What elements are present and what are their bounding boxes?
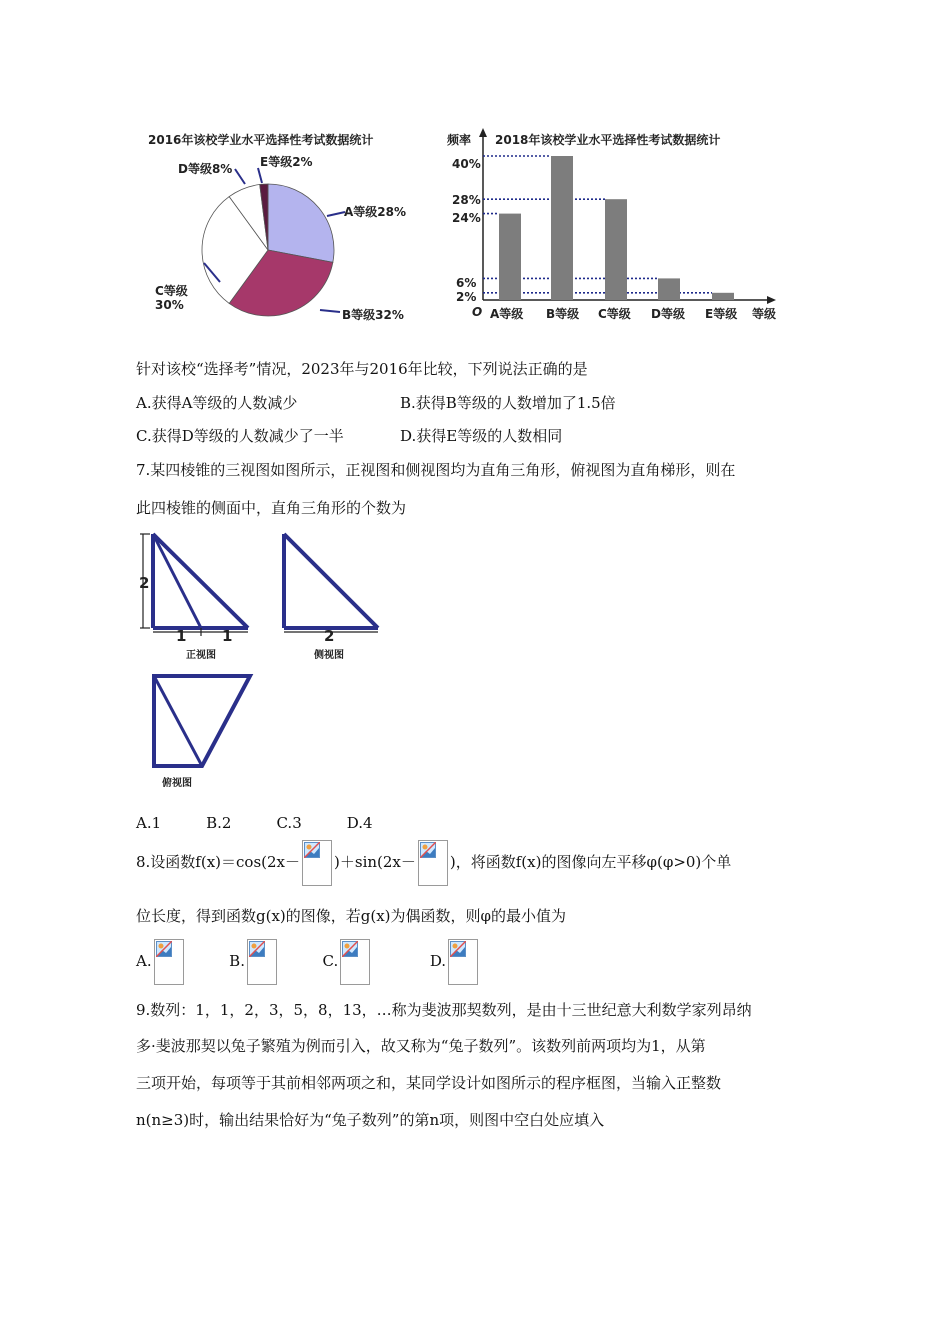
category-label-a: A等级 bbox=[490, 307, 524, 321]
bar-chart bbox=[440, 125, 780, 325]
q8-option-a: A. bbox=[136, 952, 152, 970]
tick-label-28: 28% bbox=[452, 193, 481, 207]
front-dim-1b: 1 bbox=[222, 627, 233, 645]
q8-options bbox=[136, 937, 480, 985]
tick-label-40: 40% bbox=[452, 157, 481, 171]
q6-option-c: C.获得D等级的人数减少了一半 bbox=[136, 427, 344, 445]
formula-image-placeholder-icon bbox=[302, 840, 332, 886]
leader-line-b bbox=[320, 310, 340, 312]
front-dim-1a: 1 bbox=[176, 627, 187, 645]
q6-option-d: D.获得E等级的人数相同 bbox=[400, 427, 563, 445]
q8-line2: 位长度，得到函数g(x)的图像，若g(x)为偶函数，则φ的最小值为 bbox=[136, 907, 567, 925]
q9-line4: n(n≥3)时，输出结果恰好为“兔子数列”的第n项，则图中空白处应填入 bbox=[136, 1111, 605, 1129]
pie-label-c1: C等级 bbox=[155, 284, 188, 298]
q6-option-a: A.获得A等级的人数减少 bbox=[136, 394, 298, 412]
top-view-diagram bbox=[146, 670, 256, 775]
q6-option-b: B.获得B等级的人数增加了1.5倍 bbox=[400, 394, 616, 412]
q7-line2: 此四棱锥的侧面中，直角三角形的个数为 bbox=[136, 499, 407, 517]
tick-label-6: 6% bbox=[456, 276, 477, 290]
q6-stem: 针对该校“选择考”情况，2023年与2016年比较，下列说法正确的是 bbox=[136, 360, 588, 378]
q7-options: A.1 B.2 C.3 D.4 bbox=[136, 814, 373, 832]
q9-line3: 三项开始，每项等于其前相邻两项之和，某同学设计如图所示的程序框图，当输入正整数 bbox=[136, 1074, 722, 1092]
category-label-c: C等级 bbox=[598, 307, 631, 321]
q8-option-d: D. bbox=[429, 952, 447, 970]
q8-line1 bbox=[136, 838, 731, 886]
tick-label-24: 24% bbox=[452, 211, 481, 225]
q8-text-part3: )，将函数f(x)的图像向左平移φ(φ>0)个单 bbox=[449, 853, 732, 871]
bar-chart-title: 2018年该校学业水平选择性考试数据统计 bbox=[495, 133, 721, 147]
q9-line2: 多·斐波那契以兔子繁殖为例而引入，故又称为“兔子数列”。该数列前两项均为1，从第 bbox=[136, 1037, 706, 1055]
formula-image-placeholder-icon bbox=[340, 939, 370, 985]
category-label-e: E等级 bbox=[705, 307, 738, 321]
side-dim-2: 2 bbox=[324, 627, 335, 645]
front-view-label: 正视图 bbox=[186, 650, 216, 661]
q8-text-part1: 8.设函数f(x)＝cos(2x－ bbox=[136, 853, 301, 871]
pie-label-b: B等级32% bbox=[342, 308, 404, 322]
leader-line-e bbox=[258, 168, 262, 183]
leader-line-d bbox=[235, 169, 245, 184]
q8-option-b: B. bbox=[229, 952, 245, 970]
y-axis-arrow-icon bbox=[479, 128, 487, 137]
bar-e bbox=[712, 293, 734, 300]
leader-line-a bbox=[327, 212, 345, 216]
side-view-label: 侧视图 bbox=[314, 650, 344, 661]
category-label-b: B等级 bbox=[546, 307, 580, 321]
formula-image-placeholder-icon bbox=[448, 939, 478, 985]
x-axis-label: 等级 bbox=[752, 307, 777, 321]
pie-label-c2: 30% bbox=[155, 298, 184, 312]
origin-label: O bbox=[472, 305, 483, 319]
bar-a bbox=[499, 214, 521, 300]
bar-c bbox=[605, 199, 627, 300]
q9-line1: 9.数列：1，1，2，3，5，8，13，…称为斐波那契数列，是由十三世纪意大利数学家列昂纳 bbox=[136, 1001, 752, 1019]
front-dim-2: 2 bbox=[139, 574, 150, 592]
top-view-label: 俯视图 bbox=[162, 778, 192, 789]
bar-chart-ylabel: 频率 bbox=[447, 133, 472, 147]
pie-label-d: D等级8% bbox=[178, 162, 233, 176]
formula-image-placeholder-icon bbox=[154, 939, 184, 985]
pie-chart-title: 2016年该校学业水平选择性考试数据统计 bbox=[148, 133, 374, 147]
pie-label-a: A等级28% bbox=[344, 205, 407, 219]
formula-image-placeholder-icon bbox=[418, 840, 448, 886]
front-view-diagram bbox=[138, 528, 258, 638]
bar-d bbox=[658, 278, 680, 300]
tick-label-2: 2% bbox=[456, 290, 477, 304]
q8-text-part2: )＋sin(2x－ bbox=[334, 853, 416, 871]
q7-line1: 7.某四棱锥的三视图如图所示，正视图和侧视图均为直角三角形，俯视图为直角梯形，则在 bbox=[136, 461, 736, 479]
x-axis-arrow-icon bbox=[767, 296, 776, 304]
bar-b bbox=[551, 156, 573, 300]
pie-slice-a bbox=[268, 184, 334, 262]
q8-option-c: C. bbox=[322, 952, 339, 970]
formula-image-placeholder-icon bbox=[247, 939, 277, 985]
side-view-diagram bbox=[276, 528, 386, 638]
pie-label-e: E等级2% bbox=[260, 155, 313, 169]
category-label-d: D等级 bbox=[651, 307, 685, 321]
